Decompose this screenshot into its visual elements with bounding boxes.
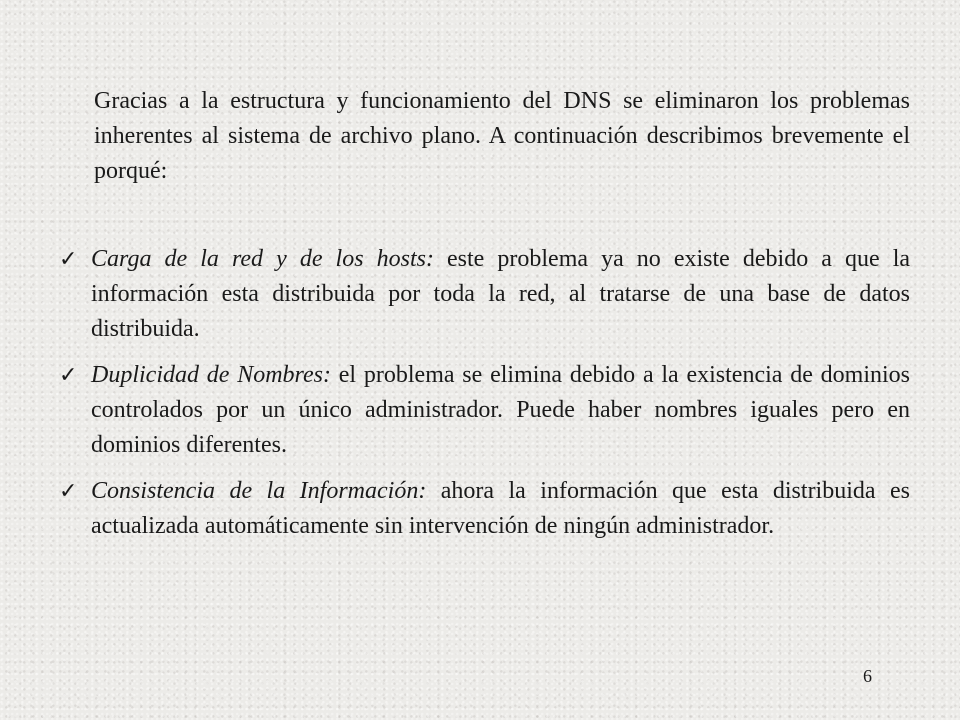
bullet-text: ahora la información que esta distribuida es actualizada automáticamente sin intervención de ningún administrador. (91, 478, 910, 539)
check-mark-icon: ✓ (59, 247, 78, 272)
bullet-list (58, 242, 910, 555)
bullet-item (58, 242, 910, 347)
bullet-term: Duplicidad de Nombres: (91, 362, 331, 388)
bullet-item (58, 474, 910, 544)
page-number: 6 (863, 666, 872, 686)
bullet-text: el problema se elimina debido a la existencia de dominios controlados por un único administrador. Puede haber nombres iguales pero en dominios diferentes. (91, 362, 910, 458)
bullet-item (58, 358, 910, 463)
check-mark-icon: ✓ (59, 363, 78, 388)
bullet-term: Consistencia de la Información: (91, 478, 427, 504)
bullet-text: este problema ya no existe debido a que la información esta distribuida por toda la red, al tratarse de una base de datos distribuida. (91, 246, 911, 342)
bullet-term: Carga de la red y de los hosts: (91, 246, 434, 272)
intro-paragraph: Gracias a la estructura y funcionamiento del DNS se eliminaron los problemas inherentes al sistema de archivo plano. A continuación describimos brevemente el porqué: (94, 88, 910, 184)
check-mark-icon: ✓ (59, 479, 78, 504)
